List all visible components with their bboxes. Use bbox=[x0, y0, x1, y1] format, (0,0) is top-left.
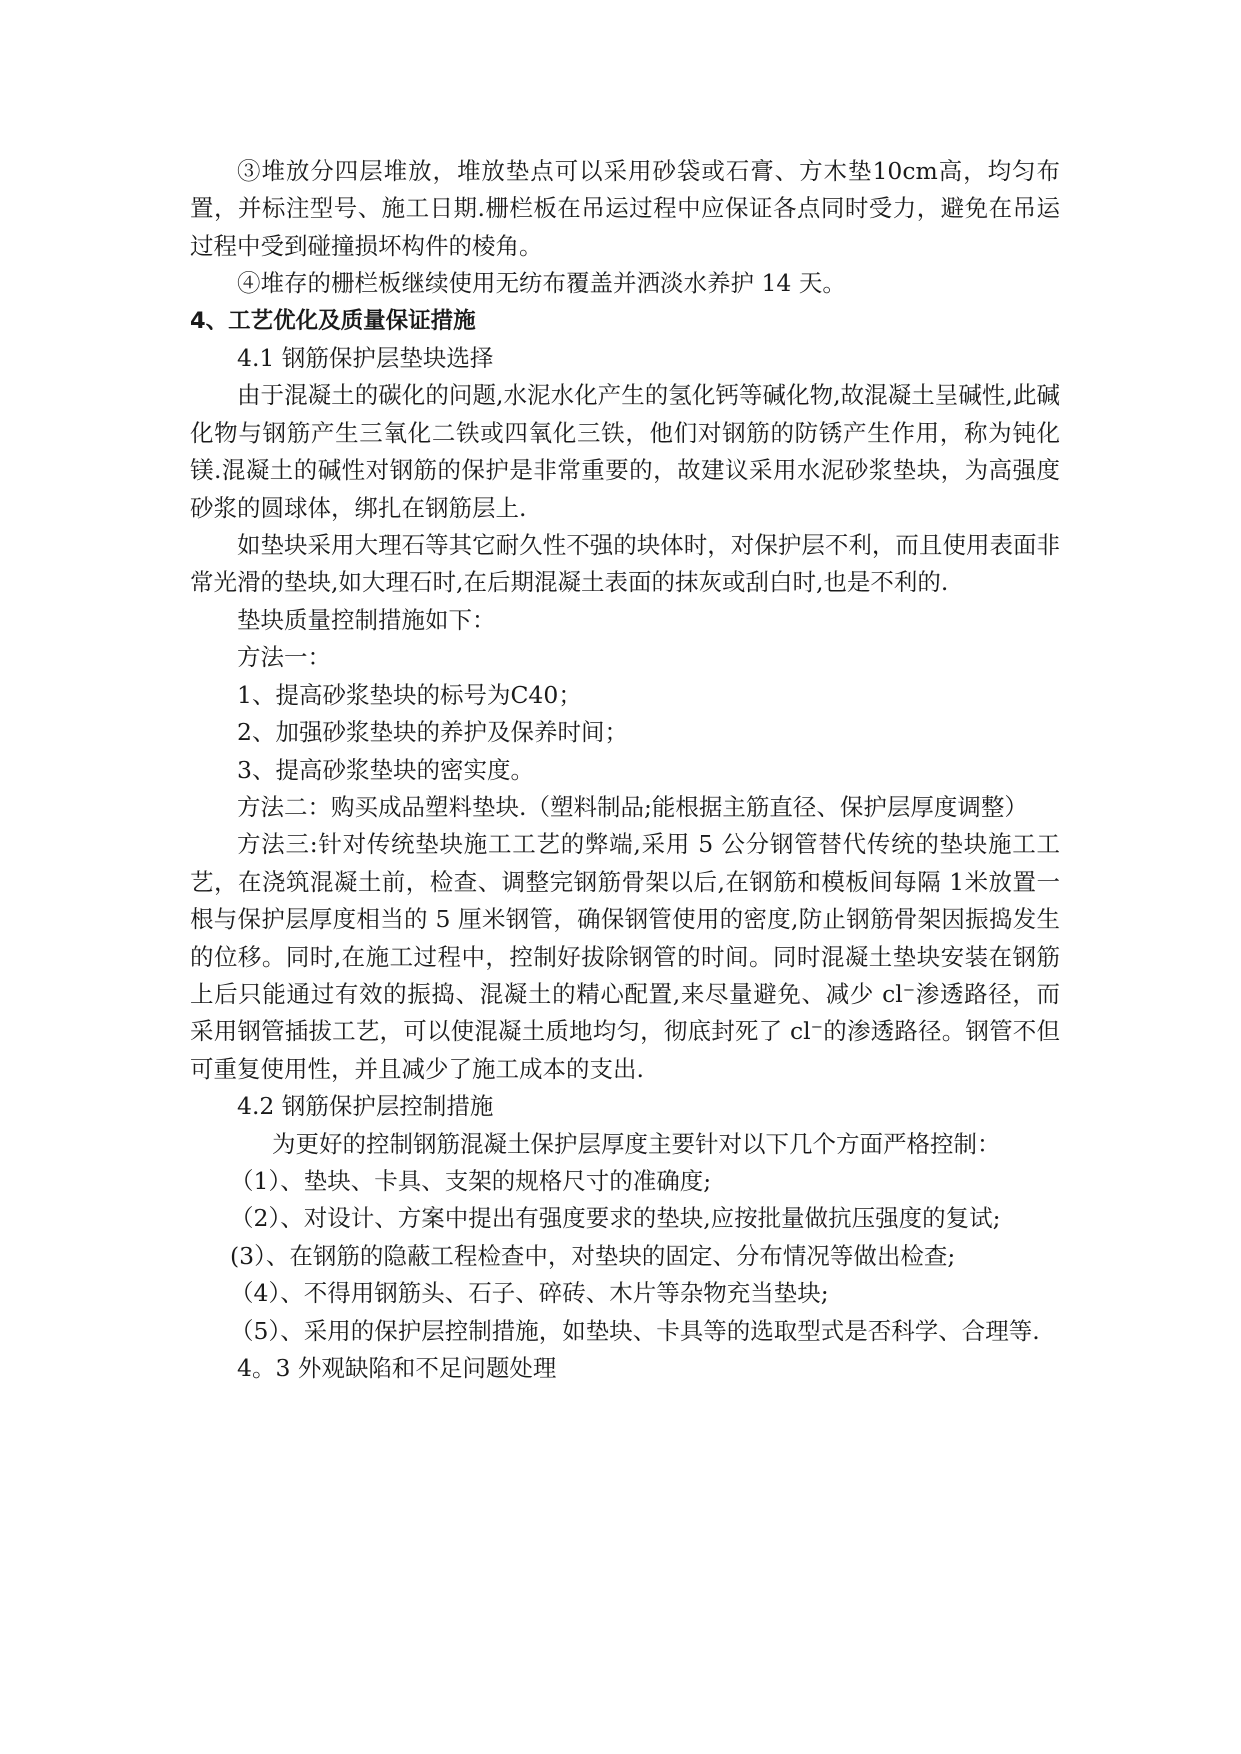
paragraph-stacking: ③堆放分四层堆放，堆放垫点可以采用砂袋或石膏、方木垫10cm高，均匀布置，并标注型号、施工日期.栅栏板在吊运过程中应保证各点同时受力，避免在吊运过程中受到碰撞损坏构件的棱角。 bbox=[190, 157, 1060, 260]
section-heading-4: 4、工艺优化及质量保证措施 bbox=[190, 307, 476, 334]
paragraph-marble-blocks: 如垫块采用大理石等其它耐久性不强的块体时，对保护层不利，而且使用表面非常光滑的垫块,如大理石时,在后期混凝土表面的抹灰或刮白时,也是不利的. bbox=[190, 531, 1060, 597]
method-two: 方法二：购买成品塑料垫块.（塑料制品;能根据主筋直径、保护层厚度调整） bbox=[237, 792, 1028, 821]
control-item-3: (3）、在钢筋的隐蔽工程检查中，对垫块的固定、分布情况等做出检查; bbox=[230, 1241, 956, 1270]
paragraph-quality-measures: 垫块质量控制措施如下： bbox=[237, 605, 496, 634]
document-body bbox=[190, 153, 1060, 1387]
paragraph-curing: ④堆存的栅栏板继续使用无纺布覆盖并洒淡水养护 14 天。 bbox=[237, 269, 846, 298]
control-item-5: （5）、采用的保护层控制措施，如垫块、卡具等的选取型式是否科学、合理等. bbox=[230, 1316, 1040, 1345]
method-one-label: 方法一： bbox=[237, 643, 331, 672]
list-item-3: 3、提高砂浆垫块的密实度。 bbox=[237, 755, 534, 784]
paragraph-control-intro: 为更好的控制钢筋混凝土保护层厚度主要针对以下几个方面严格控制： bbox=[272, 1129, 1001, 1158]
control-item-2: （2）、对设计、方案中提出有强度要求的垫块,应按批量做抗压强度的复试; bbox=[230, 1204, 1001, 1233]
list-item-2: 2、加强砂浆垫块的养护及保养时间； bbox=[237, 718, 628, 747]
subsection-heading-4-2: 4.2 钢筋保护层控制措施 bbox=[237, 1092, 494, 1121]
subsection-heading-4-1: 4.1 钢筋保护层垫块选择 bbox=[237, 344, 494, 373]
control-item-4: （4）、不得用钢筋头、石子、碎砖、木片等杂物充当垫块; bbox=[230, 1279, 829, 1308]
paragraph-carbonation: 由于混凝土的碳化的问题,水泥水化产生的氢化钙等碱化物,故混凝土呈碱性,此碱化物与钢筋产生三氧化二铁或四氧化三铁，他们对钢筋的防锈产生作用，称为钝化镁.混凝土的碱性对钢筋的保护是非常重要的，故建议采用水泥砂浆垫块，为高强度砂浆的圆球体，绑扎在钢筋层上. bbox=[190, 381, 1060, 522]
control-item-1: （1）、垫块、卡具、支架的规格尺寸的准确度; bbox=[230, 1166, 712, 1195]
list-item-1: 1、提高砂浆垫块的标号为C40； bbox=[237, 680, 582, 709]
subsection-heading-4-3: 4。3 外观缺陷和不足问题处理 bbox=[237, 1354, 557, 1382]
method-three: 方法三:针对传统垫块施工工艺的弊端,采用 5 公分钢管替代传统的垫块施工工艺，在浇筑混凝土前，检查、调整完钢筋骨架以后,在钢筋和模板间每隔 1米放置一根与保护层厚度相当的 5 厘米钢管，确保钢管使用的密度,防止钢筋骨架因振捣发生的位移。同时,在施工过程中，控制好拔除钢管的时间。同时混凝土垫块安装在钢筋上后只能通过有效的振捣、混凝土的精心配置,来尽量避免、减少 cl⁻渗透路径，而采用钢管插拔工艺，可以使混凝土质地均匀，彻底封死了 cl⁻的渗透路径。钢管不但可重复使用性，并且减少了施工成本的支出. bbox=[190, 830, 1060, 1083]
